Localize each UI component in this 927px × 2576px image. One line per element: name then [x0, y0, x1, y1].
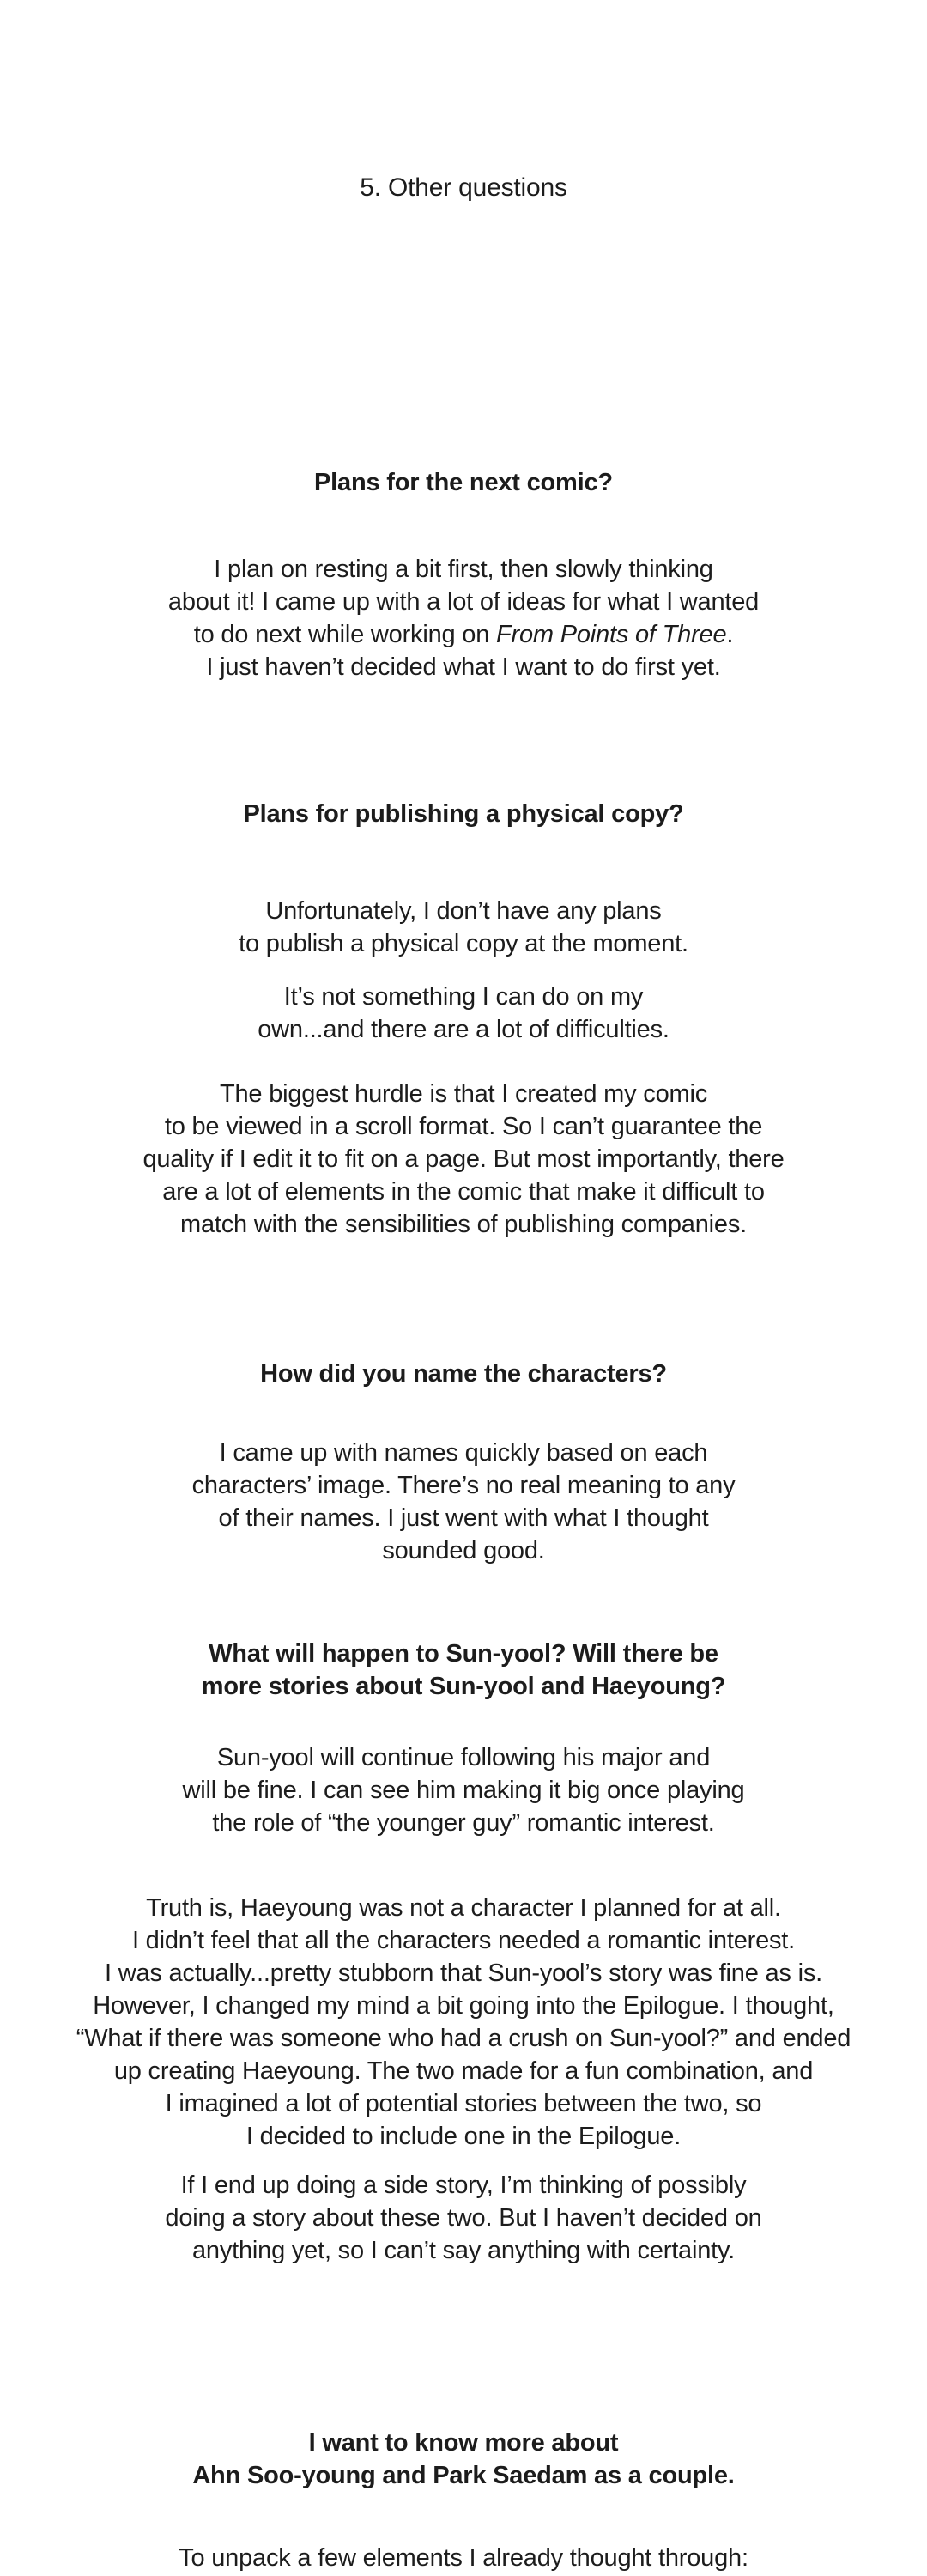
answer-line: of their names. I just went with what I thought: [218, 1504, 709, 1532]
question-heading: [0, 1358, 927, 1390]
answer-line: will be fine. I can see him making it big once playing: [182, 1777, 745, 1804]
answer-line: to be viewed in a scroll format. So I can’t guarantee the: [164, 1113, 763, 1140]
question-heading: [0, 1637, 927, 1703]
answer-line: own...and there are a lot of difficulties.: [258, 1016, 670, 1043]
question-line: What will happen to Sun-yool? Will there be: [209, 1640, 718, 1668]
question-heading: [0, 798, 927, 830]
section-title: [0, 172, 927, 204]
comic-title: From Points of Three: [496, 621, 727, 648]
answer-line: Truth is, Haeyoung was not a character I planned for at all.: [146, 1894, 781, 1922]
answer-line: Sun-yool will continue following his major and: [216, 1744, 711, 1771]
answer-line: to publish a physical copy at the moment.: [239, 930, 688, 957]
answer-line: are a lot of elements in the comic that make it difficult to: [162, 1178, 765, 1206]
answer-line: I plan on resting a bit first, then slowly thinking: [214, 556, 713, 583]
answer-paragraph: [0, 895, 927, 960]
answer-text: .: [726, 621, 734, 648]
question-line: more stories about Sun-yool and Haeyoung?: [201, 1673, 726, 1700]
answer-line: up creating Haeyoung. The two made for a fun combination, and: [113, 2057, 814, 2085]
answer-line: The biggest hurdle is that I created my comic: [219, 1080, 708, 1108]
answer-paragraph: [0, 1892, 927, 2153]
answer-line: doing a story about these two. But I haven’t decided on: [165, 2204, 762, 2232]
answer-line: However, I changed my mind a bit going into the Epilogue. I thought,: [93, 1992, 834, 2020]
question-line: Plans for publishing a physical copy?: [243, 800, 684, 828]
answer-line: If I end up doing a side story, I’m thinking of possibly: [180, 2172, 747, 2199]
answer-line: I came up with names quickly based on each: [219, 1439, 708, 1467]
answer-line: [0, 618, 927, 651]
answer-paragraph: [0, 981, 927, 1046]
answer-paragraph: [0, 1437, 927, 1567]
answer-paragraph: [0, 1078, 927, 1241]
answer-paragraph: [0, 1741, 927, 1839]
question-heading: [0, 466, 927, 499]
question-line: How did you name the characters?: [260, 1360, 667, 1388]
answer-line: Unfortunately, I don’t have any plans: [265, 897, 662, 925]
question-line: I want to know more about: [308, 2429, 619, 2457]
answer-line: I just haven’t decided what I want to do first yet.: [206, 653, 721, 681]
answer-line: It’s not something I can do on my: [283, 983, 644, 1011]
answer-line: characters’ image. There’s no real meaning to any: [191, 1472, 736, 1499]
answer-paragraph: [0, 553, 927, 683]
answer-line: quality if I edit it to fit on a page. But most importantly, there: [142, 1145, 785, 1173]
answer-line: I didn’t feel that all the characters needed a romantic interest.: [131, 1927, 796, 1954]
answer-line: sounded good.: [382, 1537, 545, 1564]
question-heading: [0, 2427, 927, 2492]
question-line: Ahn Soo-young and Park Saedam as a couple.: [192, 2462, 735, 2489]
answer-line: anything yet, so I can’t say anything with certainty.: [191, 2237, 736, 2264]
section-title-text: 5. Other questions: [360, 173, 567, 202]
answer-line: match with the sensibilities of publishing companies.: [180, 1211, 747, 1238]
answer-line: the role of “the younger guy” romantic interest.: [212, 1809, 715, 1837]
answer-line: I decided to include one in the Epilogue.: [245, 2123, 682, 2150]
answer-paragraph: [0, 2169, 927, 2267]
answer-line: To unpack a few elements I already thought through:: [179, 2544, 748, 2572]
answer-paragraph: [0, 2542, 927, 2574]
answer-text: to do next while working on: [193, 621, 497, 648]
answer-line: I was actually...pretty stubborn that Sun-yool’s story was fine as is.: [105, 1959, 822, 1987]
answer-line: about it! I came up with a lot of ideas for what I wanted: [167, 588, 760, 616]
question-line: Plans for the next comic?: [314, 469, 613, 496]
answer-line: “What if there was someone who had a crush on Sun-yool?” and ended: [76, 2025, 851, 2052]
answer-line: I imagined a lot of potential stories between the two, so: [165, 2090, 762, 2117]
